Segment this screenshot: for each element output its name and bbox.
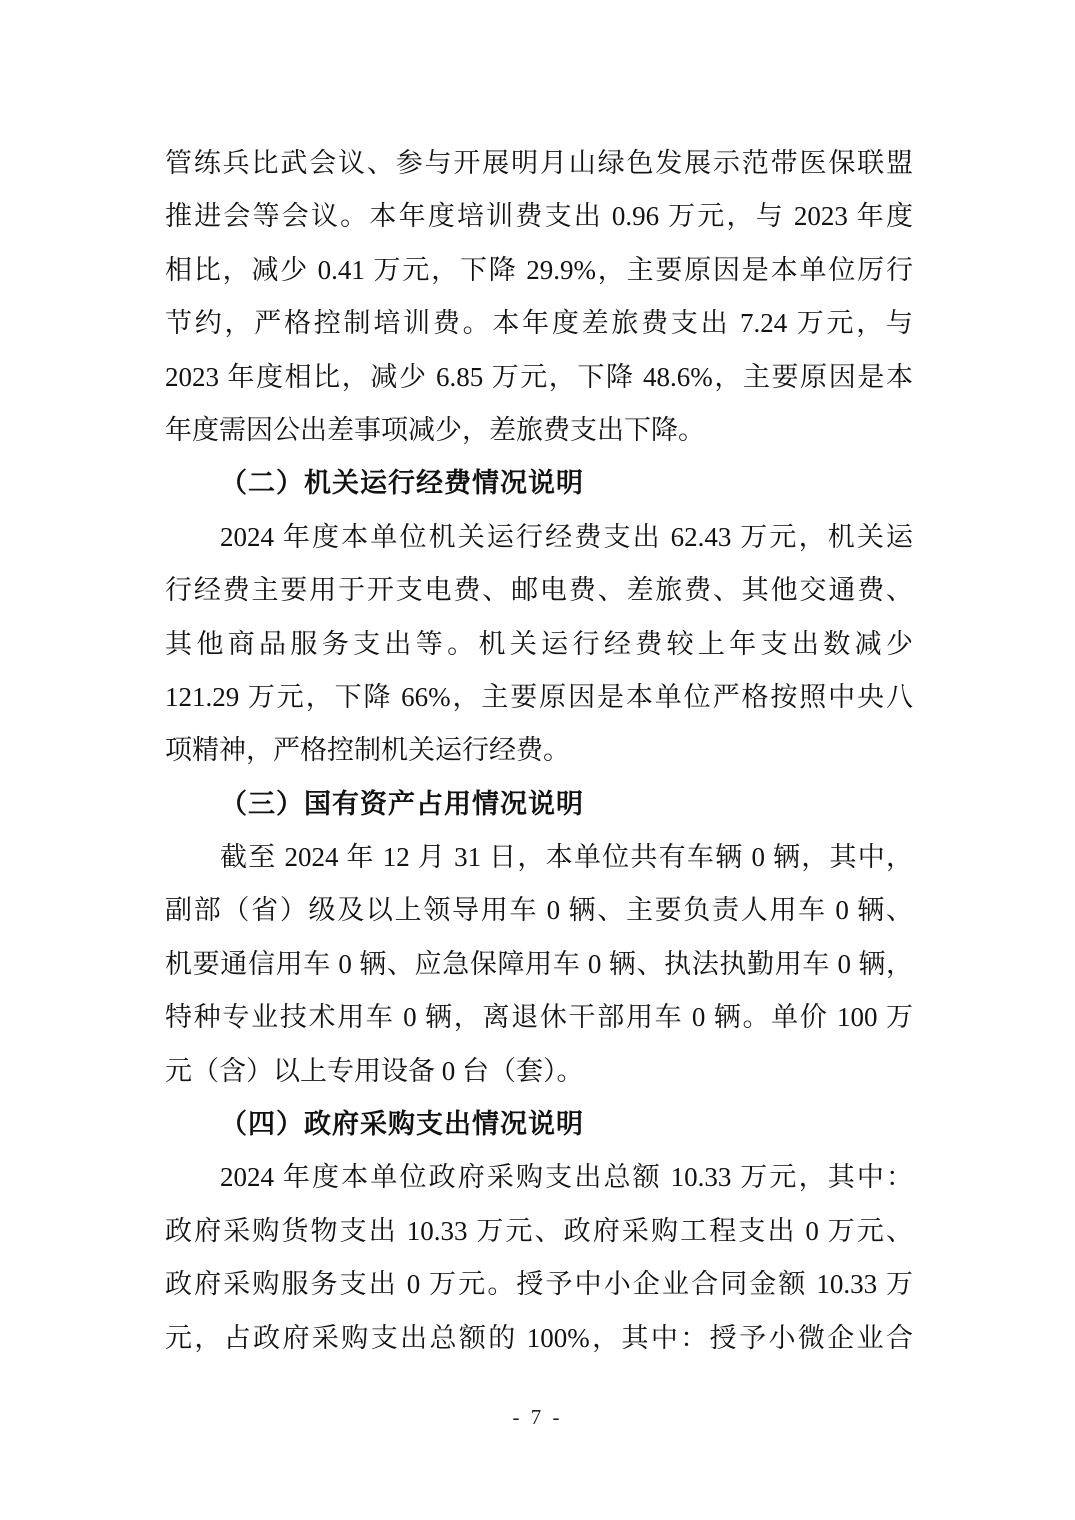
section-heading: （四）政府采购支出情况说明 [220, 1109, 584, 1140]
document-line: 其他商品服务支出等。机关运行经费较上年支出数减少 [165, 628, 913, 659]
page-number: - 7 - [512, 1405, 563, 1429]
document-line: 机要通信用车 0 辆、应急保障用车 0 辆、执法执勤用车 0 辆， [165, 948, 913, 979]
document-line: 管练兵比武会议、参与开展明月山绿色发展示范带医保联盟 [165, 148, 913, 178]
document-line: 推进会等会议。本年度培训费支出 0.96 万元，与 2023 年度 [165, 201, 913, 232]
document-line: 年度需因公出差事项减少，差旅费支出下降。 [165, 414, 705, 445]
document-line: 政府采购货物支出 10.33 万元、政府采购工程支出 0 万元、 [165, 1215, 913, 1246]
document-line: 项精神，严格控制机关运行经费。 [165, 735, 570, 766]
section-heading: （二）机关运行经费情况说明 [220, 468, 584, 499]
document-line: 121.29 万元，下降 66%，主要原因是本单位严格按照中央八 [165, 681, 913, 712]
document-line: 政府采购服务支出 0 万元。授予中小企业合同金额 10.33 万 [165, 1269, 913, 1300]
document-line: 副部（省）级及以上领导用车 0 辆、主要负责人用车 0 辆、 [165, 895, 913, 926]
document-line: 2024 年度本单位政府采购支出总额 10.33 万元，其中： [220, 1162, 913, 1193]
document-line: 截至 2024 年 12 月 31 日，本单位共有车辆 0 辆，其中， [220, 842, 913, 873]
section-heading: （三）国有资产占用情况说明 [220, 788, 584, 819]
document-line: 节约，严格控制培训费。本年度差旅费支出 7.24 万元，与 [165, 308, 913, 339]
document-line: 相比，减少 0.41 万元，下降 29.9%，主要原因是本单位厉行 [165, 254, 913, 285]
document-line: 元（含）以上专用设备 0 台（套）。 [165, 1055, 584, 1086]
document-content [165, 137, 913, 1365]
document-line: 特种专业技术用车 0 辆，离退休干部用车 0 辆。单价 100 万 [165, 1002, 913, 1033]
document-line: 行经费主要用于开支电费、邮电费、差旅费、其他交通费、 [165, 575, 913, 606]
document-line: 2023 年度相比，减少 6.85 万元，下降 48.6%，主要原因是本 [165, 361, 913, 392]
document-line: 元，占政府采购支出总额的 100%，其中：授予小微企业合 [165, 1322, 913, 1353]
document-line: 2024 年度本单位机关运行经费支出 62.43 万元，机关运 [220, 521, 913, 552]
